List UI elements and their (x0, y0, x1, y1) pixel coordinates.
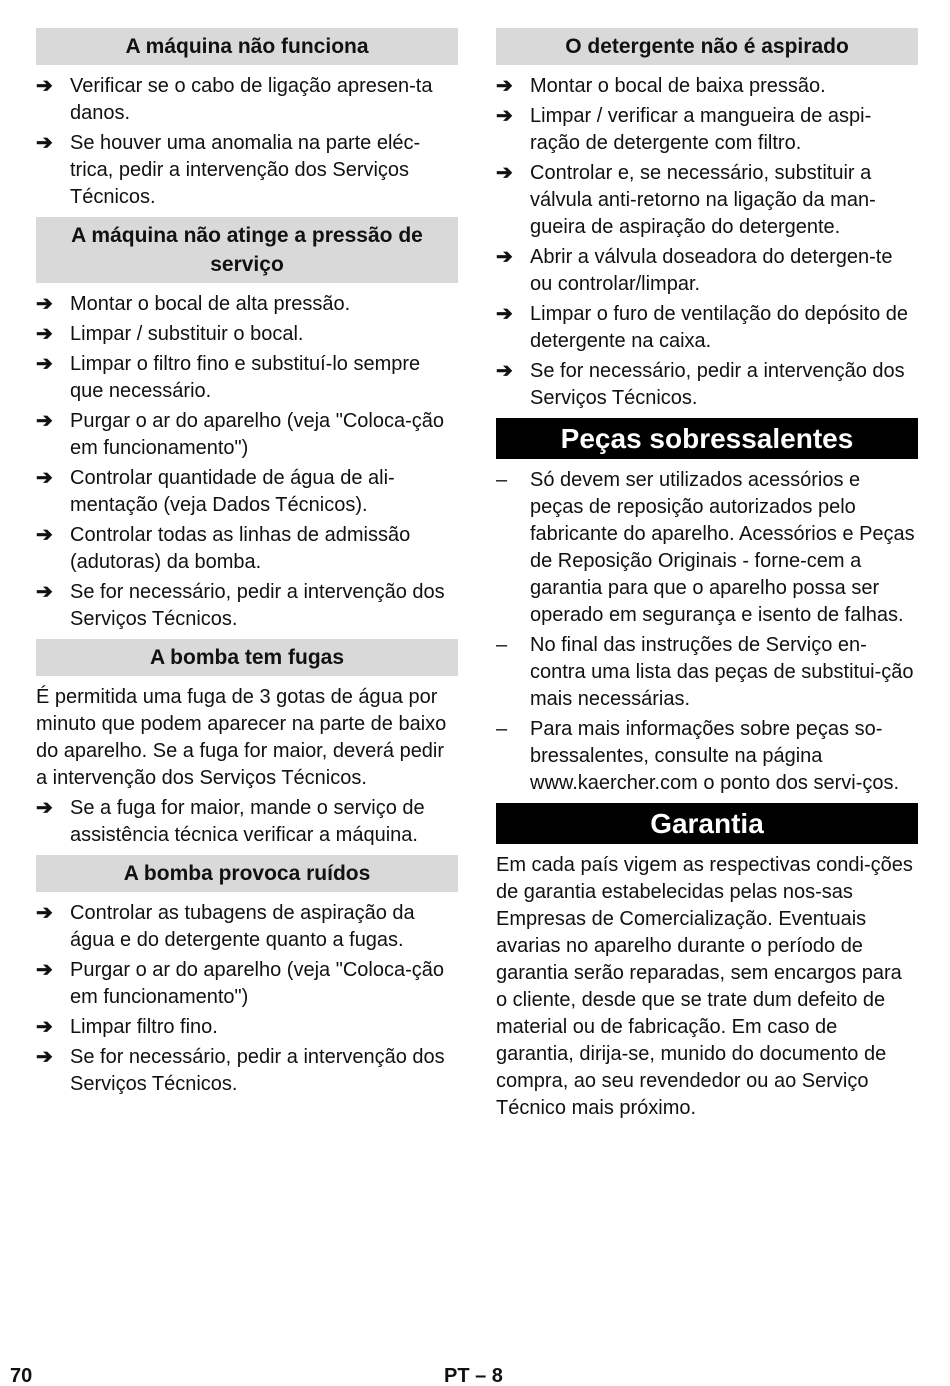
instruction-list (36, 795, 458, 849)
page-number: 70 (10, 1365, 33, 1386)
instruction-item (496, 73, 918, 100)
instruction-text: Controlar quantidade de água de ali-mentação (veja Dados Técnicos). (70, 467, 395, 516)
arrow-icon: ➔ (36, 132, 53, 154)
list-item (496, 467, 918, 629)
instruction-item (496, 358, 918, 412)
instruction-item (36, 579, 458, 633)
section-detergent-not-aspirated (496, 28, 918, 412)
instruction-item (36, 795, 458, 849)
arrow-icon: ➔ (36, 1046, 53, 1068)
instruction-text: Limpar / verificar a mangueira de aspi-ração de detergente com filtro. (530, 105, 872, 154)
section-paragraph: Em cada país vigem as respectivas condi-ções de garantia estabelecidas pelas nos-sas Empresas de Comercialização. Eventuais avarias no aparelho durante o período de garantia serão reparadas, sem encargos para o cliente, desde que se trate dum defeito de material ou de fabricação. Em caso de garantia, dirija-se, munido do documento de compra, ao seu revendedor ou ao Serviço Técnico mais próximo. (496, 854, 913, 1119)
arrow-icon: ➔ (496, 75, 513, 97)
arrow-icon: ➔ (496, 162, 513, 184)
section-pump-leaks (36, 639, 458, 849)
arrow-icon: ➔ (496, 360, 513, 382)
left-column (36, 28, 458, 1104)
instruction-item (36, 900, 458, 954)
instruction-text: Purgar o ar do aparelho (veja "Coloca-ção em funcionamento") (70, 410, 444, 459)
instruction-text: Controlar e, se necessário, substituir a válvula anti-retorno na ligação da man-gueira de aspiração do detergente. (530, 162, 876, 238)
arrow-icon: ➔ (36, 797, 53, 819)
dash-icon: – (496, 718, 508, 740)
instruction-text: Se for necessário, pedir a intervenção dos Serviços Técnicos. (70, 1046, 445, 1095)
section-pump-noise (36, 855, 458, 1098)
section-no-working-pressure (36, 217, 458, 633)
instruction-item (36, 408, 458, 462)
instruction-text: Limpar o furo de ventilação do depósito de detergente na caixa. (530, 303, 909, 352)
instruction-item (496, 103, 918, 157)
arrow-icon: ➔ (36, 959, 53, 981)
page-label: PT – 8 (444, 1365, 503, 1386)
instruction-item (496, 244, 918, 298)
instruction-item (36, 73, 458, 127)
instruction-text: Limpar / substituir o bocal. (70, 323, 304, 345)
section-spare-parts (496, 418, 918, 797)
instruction-text: Purgar o ar do aparelho (veja "Coloca-ção em funcionamento") (70, 959, 444, 1008)
instruction-item (36, 522, 458, 576)
instruction-text: Montar o bocal de baixa pressão. (530, 75, 826, 97)
instruction-item (36, 1014, 458, 1041)
section-paragraph: É permitida uma fuga de 3 gotas de água por minuto que podem aparecer na parte de baixo do aparelho. Se a fuga for maior, deverá pedir a intervenção dos Serviços Técnicos. (36, 686, 447, 789)
instruction-text: Se for necessário, pedir a intervenção dos Serviços Técnicos. (530, 360, 905, 409)
dash-list (496, 467, 918, 797)
arrow-icon: ➔ (36, 75, 53, 97)
right-column (496, 28, 918, 1125)
section-heading: A máquina não atinge a pressão de serviço (36, 217, 458, 283)
instruction-item (36, 291, 458, 318)
instruction-text: Se for necessário, pedir a intervenção dos Serviços Técnicos. (70, 581, 445, 630)
list-item-text: No final das instruções de Serviço en-contra uma lista das peças de substitui-ção mais necessárias. (530, 634, 914, 710)
list-item (496, 716, 918, 797)
section-machine-not-working (36, 28, 458, 211)
arrow-icon: ➔ (36, 467, 53, 489)
section-heading: A bomba provoca ruídos (36, 855, 458, 892)
instruction-text: Montar o bocal de alta pressão. (70, 293, 351, 315)
instruction-text: Limpar o filtro fino e substituí-lo sempre que necessário. (70, 353, 421, 402)
arrow-icon: ➔ (36, 524, 53, 546)
arrow-icon: ➔ (36, 323, 53, 345)
dash-icon: – (496, 469, 508, 491)
instruction-item (36, 1044, 458, 1098)
instruction-text: Limpar filtro fino. (70, 1016, 218, 1038)
instruction-item (496, 301, 918, 355)
instruction-list (36, 291, 458, 633)
chapter-heading: Peças sobressalentes (496, 418, 918, 459)
arrow-icon: ➔ (36, 293, 53, 315)
instruction-item (36, 130, 458, 211)
instruction-list (36, 73, 458, 211)
chapter-heading: Garantia (496, 803, 918, 844)
instruction-item (36, 465, 458, 519)
list-item-text: Para mais informações sobre peças so-bressalentes, consulte na página www.kaercher.com o ponto dos servi-ços. (530, 718, 900, 794)
instruction-text: Controlar todas as linhas de admissão (adutoras) da bomba. (70, 524, 411, 573)
instruction-item (496, 160, 918, 241)
instruction-list (496, 73, 918, 412)
instruction-text: Se a fuga for maior, mande o serviço de assistência técnica verificar a máquina. (70, 797, 425, 846)
list-item (496, 632, 918, 713)
dash-icon: – (496, 634, 508, 656)
arrow-icon: ➔ (496, 105, 513, 127)
arrow-icon: ➔ (36, 902, 53, 924)
arrow-icon: ➔ (496, 246, 513, 268)
list-item-text: Só devem ser utilizados acessórios e peças de reposição autorizados pelo fabricante do aparelho. Acessórios e Peças de Reposição Originais - forne-cem a garantia para que o aparelho possa ser operado em segurança e isento de falhas. (530, 469, 915, 626)
arrow-icon: ➔ (496, 303, 513, 325)
instruction-text: Se houver uma anomalia na parte eléc-trica, pedir a intervenção dos Serviços Técnicos. (70, 132, 421, 208)
section-warranty (496, 803, 918, 1122)
instruction-item (36, 957, 458, 1011)
section-heading: O detergente não é aspirado (496, 28, 918, 65)
section-heading: A máquina não funciona (36, 28, 458, 65)
arrow-icon: ➔ (36, 581, 53, 603)
instruction-text: Abrir a válvula doseadora do detergen-te ou controlar/limpar. (530, 246, 893, 295)
instruction-list (36, 900, 458, 1098)
section-heading: A bomba tem fugas (36, 639, 458, 676)
instruction-text: Controlar as tubagens de aspiração da água e do detergente quanto a fugas. (70, 902, 415, 951)
instruction-item (36, 321, 458, 348)
arrow-icon: ➔ (36, 410, 53, 432)
instruction-item (36, 351, 458, 405)
arrow-icon: ➔ (36, 1016, 53, 1038)
arrow-icon: ➔ (36, 353, 53, 375)
instruction-text: Verificar se o cabo de ligação apresen-ta danos. (70, 75, 433, 124)
